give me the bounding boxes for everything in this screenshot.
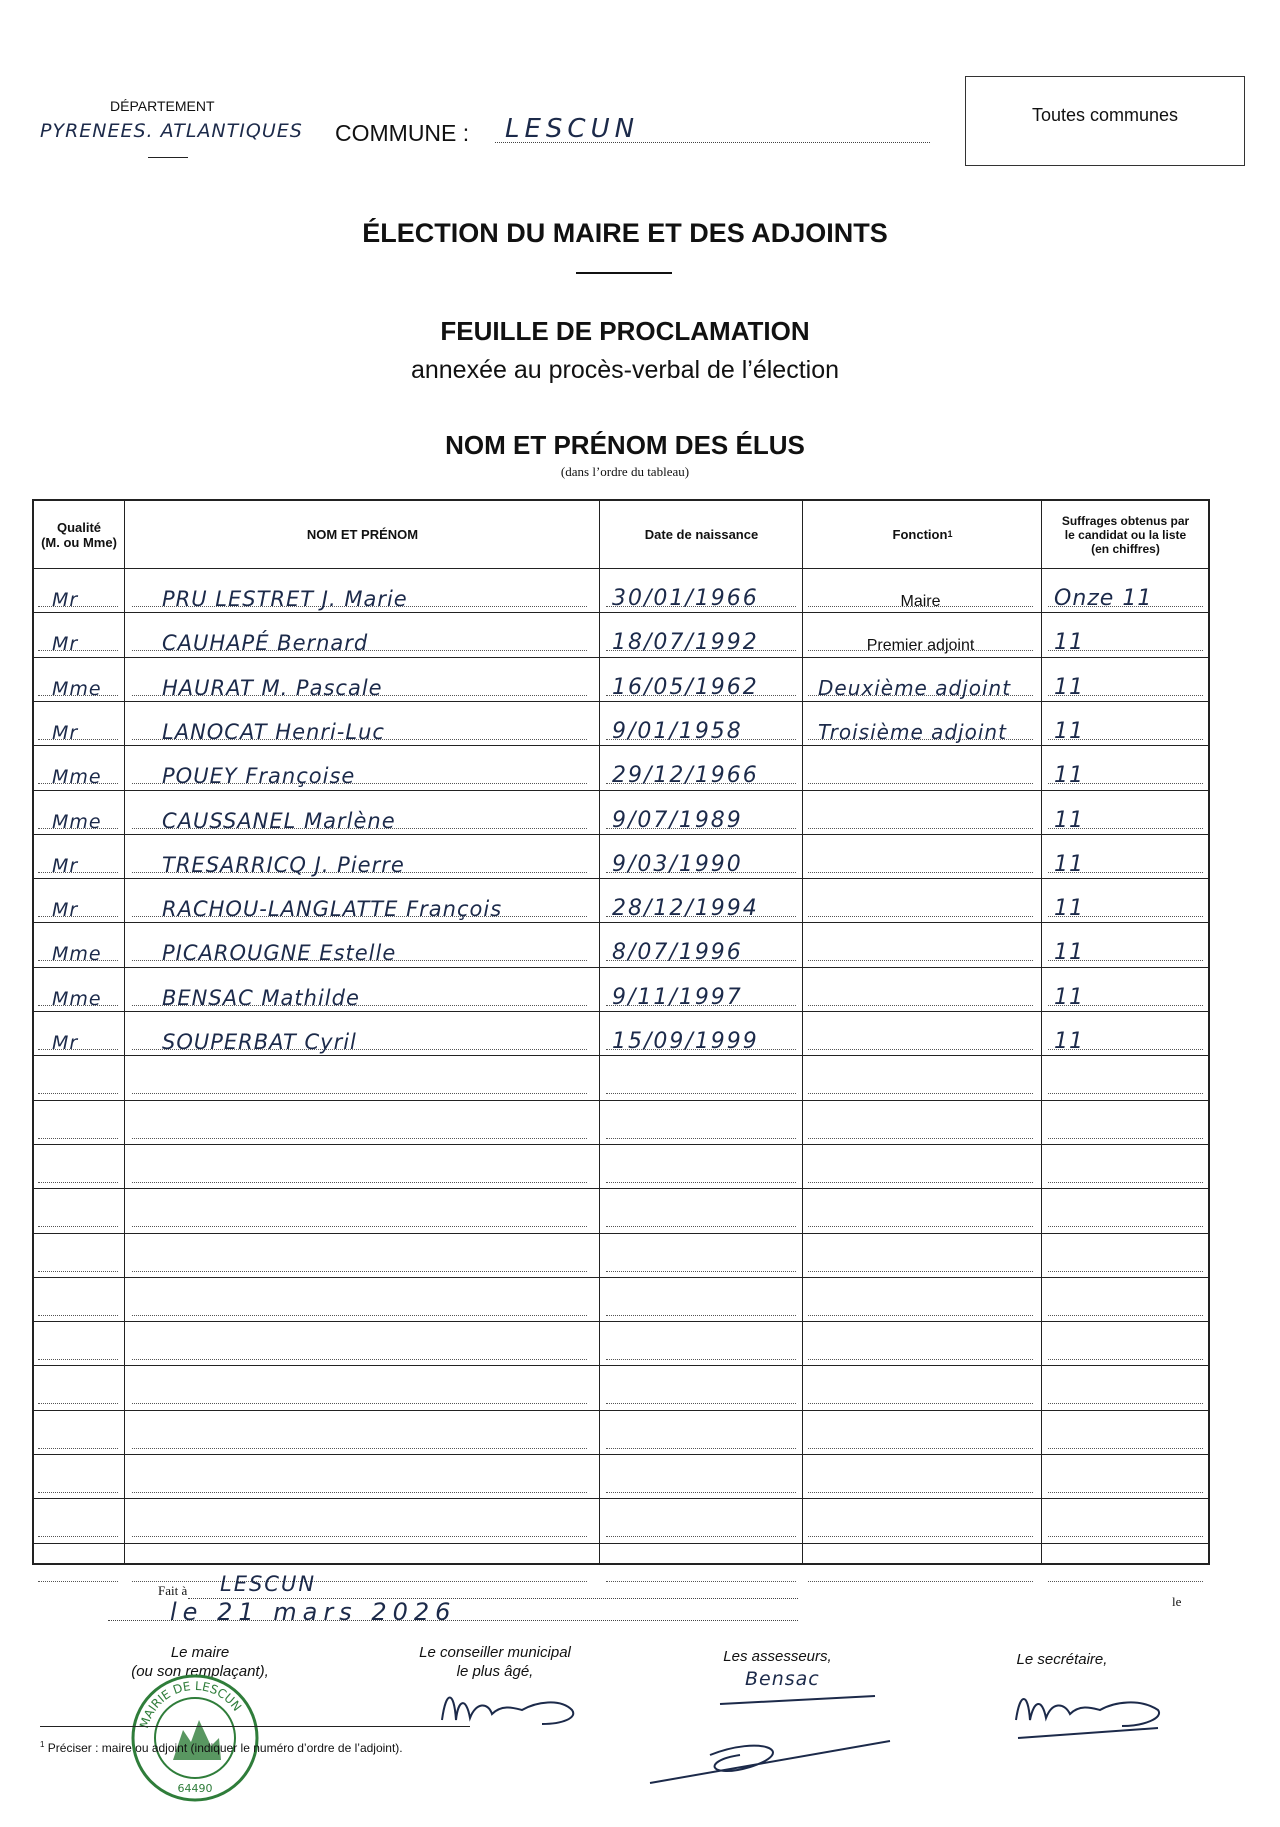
sheet-title: FEUILLE DE PROCLAMATION	[440, 316, 810, 346]
row-suffrages-cell	[1048, 1544, 1203, 1588]
row-fonction: Troisième adjoint	[818, 719, 1007, 744]
row-date: 29/12/1966	[612, 763, 759, 789]
row-nom: HAURAT M. Pascale	[162, 675, 383, 700]
header-date: Date de naissance	[644, 527, 759, 542]
dotted-line	[38, 1536, 118, 1537]
dotted-line	[1048, 1581, 1203, 1582]
row-suffrages-cell	[1048, 1499, 1203, 1543]
row-suffrages-cell	[1048, 1411, 1203, 1455]
row-fonction-cell	[808, 1499, 1033, 1543]
row-suffrages: Onze 11	[1054, 586, 1153, 611]
row-nom-cell	[132, 702, 587, 746]
dotted-line	[132, 1359, 587, 1360]
fait-date: le 21 mars 2026	[170, 1598, 457, 1626]
row-date-cell	[606, 613, 796, 657]
header-fonction	[804, 502, 1041, 567]
row-fonction: Premier adjoint	[866, 637, 975, 655]
row-qualite-cell	[38, 1189, 118, 1233]
row-qualite: Mr	[52, 854, 79, 877]
row-qualite-cell	[38, 613, 118, 657]
row-date-cell	[606, 1101, 796, 1145]
row-suffrages-cell	[1048, 879, 1203, 923]
dotted-line	[132, 1138, 587, 1139]
row-nom-cell	[132, 1499, 587, 1543]
row-date-cell	[606, 658, 796, 702]
row-date-cell	[606, 879, 796, 923]
row-date-cell	[606, 1234, 796, 1278]
dotted-line	[808, 1359, 1033, 1360]
row-qualite-cell	[38, 1234, 118, 1278]
row-suffrages-cell	[1048, 1012, 1203, 1056]
row-qualite: Mme	[52, 943, 102, 966]
row-fonction: Deuxième adjoint	[818, 675, 1012, 700]
row-suffrages-cell	[1048, 835, 1203, 879]
row-fonction-cell	[808, 1012, 1033, 1056]
conseiller-signature-icon	[432, 1680, 592, 1740]
footnote-text: Préciser : maire ou adjoint (indiquer le numéro d’ordre de l’adjoint).	[47, 1741, 403, 1755]
row-fonction-cell	[808, 658, 1033, 702]
row-date-cell	[606, 746, 796, 790]
dotted-line	[808, 960, 1033, 961]
row-nom-cell	[132, 1322, 587, 1366]
dotted-line	[808, 1138, 1033, 1139]
row-fonction-cell	[808, 1322, 1033, 1366]
row-nom-cell	[132, 1366, 587, 1410]
dotted-line	[808, 1536, 1033, 1537]
main-title: ÉLECTION DU MAIRE ET DES ADJOINTS	[362, 218, 888, 248]
row-nom-cell	[132, 613, 587, 657]
row-date: 16/05/1962	[612, 674, 759, 700]
row-nom-cell	[132, 1455, 587, 1499]
row-nom-cell	[132, 1278, 587, 1322]
col-divider	[124, 499, 125, 1565]
row-suffrages-cell	[1048, 613, 1203, 657]
dotted-line	[808, 1005, 1033, 1006]
row-fonction-cell	[808, 1189, 1033, 1233]
row-date: 15/09/1999	[612, 1029, 759, 1054]
mairie-seal-icon	[125, 1668, 265, 1808]
order-note: (dans l’ordre du tableau)	[560, 464, 690, 479]
col-divider	[599, 499, 600, 1565]
row-nom-cell	[132, 968, 587, 1012]
row-fonction-cell	[808, 879, 1033, 923]
row-suffrages-cell	[1048, 658, 1203, 702]
fait-label: Fait à	[158, 1583, 188, 1598]
row-nom-cell	[132, 835, 587, 879]
row-qualite-cell	[38, 968, 118, 1012]
header-fonction-label: Fonction	[892, 527, 948, 542]
dotted-line	[606, 1182, 796, 1183]
dotted-line	[808, 1581, 1033, 1582]
row-date-cell	[606, 835, 796, 879]
row-nom: PICAROUGNE Estelle	[162, 941, 397, 966]
row-nom-cell	[132, 1411, 587, 1455]
row-date-cell	[606, 1366, 796, 1410]
row-suffrages-cell	[1048, 1366, 1203, 1410]
row-nom: CAUSSANEL Marlène	[162, 808, 396, 833]
row-date-cell	[606, 1455, 796, 1499]
row-qualite: Mme	[52, 987, 102, 1010]
col-divider	[802, 499, 803, 1565]
assesseur-signature: Bensac	[745, 1668, 820, 1690]
row-suffrages-cell	[1048, 1234, 1203, 1278]
row-nom-cell	[132, 658, 587, 702]
row-suffrages-cell	[1048, 569, 1203, 613]
dotted-line	[1048, 1093, 1203, 1094]
dotted-line	[132, 1448, 587, 1449]
list-title: NOM ET PRÉNOM DES ÉLUS	[445, 430, 805, 460]
dotted-line	[606, 1492, 796, 1493]
dotted-line	[808, 1403, 1033, 1404]
row-date: 9/07/1989	[612, 807, 743, 833]
row-fonction-cell	[808, 702, 1033, 746]
row-nom-cell	[132, 746, 587, 790]
row-suffrages-cell	[1048, 923, 1203, 967]
le-label: le	[1172, 1594, 1182, 1609]
row-suffrages-cell	[1048, 1189, 1203, 1233]
row-fonction-cell	[808, 1366, 1033, 1410]
row-suffrages-cell	[1048, 1101, 1203, 1145]
row-nom: POUEY Françoise	[162, 764, 356, 789]
row-date: 9/11/1997	[612, 984, 743, 1010]
row-qualite-cell	[38, 879, 118, 923]
row-qualite-cell	[38, 1499, 118, 1543]
dotted-line	[606, 1271, 796, 1272]
dotted-line	[606, 1315, 796, 1316]
row-fonction-cell	[808, 1278, 1033, 1322]
toutes-communes-box	[965, 76, 1245, 166]
dotted-line	[808, 828, 1033, 829]
row-nom: PRU LESTRET J. Marie	[162, 587, 408, 611]
dotted-line	[1048, 1315, 1203, 1316]
row-fonction-cell	[808, 1145, 1033, 1189]
row-suffrages-cell	[1048, 1322, 1203, 1366]
row-date-cell	[606, 923, 796, 967]
row-suffrages: 11	[1054, 940, 1084, 966]
row-date: 9/03/1990	[612, 851, 743, 877]
row-qualite: Mr	[52, 1032, 79, 1054]
header-fonction-note: 1	[947, 529, 953, 539]
row-date: 18/07/1992	[612, 630, 759, 656]
dotted-line	[808, 1448, 1033, 1449]
dotted-line	[1048, 1138, 1203, 1139]
row-suffrages-cell	[1048, 791, 1203, 835]
row-nom: BENSAC Mathilde	[162, 985, 360, 1010]
row-qualite-cell	[38, 1056, 118, 1100]
row-date-cell	[606, 569, 796, 613]
row-nom: TRESARRICQ J. Pierre	[162, 852, 405, 877]
row-suffrages: 11	[1054, 984, 1084, 1010]
row-date-cell	[606, 1056, 796, 1100]
commune-label: COMMUNE :	[335, 120, 470, 146]
dotted-line	[606, 1448, 796, 1449]
dotted-line	[1048, 1271, 1203, 1272]
secretaire-signature-icon	[1008, 1680, 1173, 1742]
dotted-line	[606, 1359, 796, 1360]
maire-signature-title: Le maire (ou son remplaçant),	[131, 1644, 269, 1680]
row-qualite: Mr	[52, 721, 79, 744]
footnote-mark: 1	[40, 1740, 45, 1749]
row-qualite-cell	[38, 1322, 118, 1366]
row-qualite: Mr	[52, 633, 79, 656]
row-qualite-cell	[38, 702, 118, 746]
row-fonction-cell	[808, 1056, 1033, 1100]
dotted-line	[132, 1093, 587, 1094]
row-date: 8/07/1996	[612, 940, 743, 966]
dotted-line	[1048, 1403, 1203, 1404]
fait-dotted-line-2	[108, 1620, 798, 1621]
row-fonction-cell	[808, 791, 1033, 835]
title-rule	[576, 272, 672, 274]
row-fonction-cell	[808, 1455, 1033, 1499]
row-qualite-cell	[38, 835, 118, 879]
footnote	[40, 1740, 403, 1755]
toutes-communes-label: Toutes communes	[1031, 104, 1179, 125]
row-qualite-cell	[38, 1278, 118, 1322]
dotted-line	[38, 1093, 118, 1094]
row-suffrages: 11	[1054, 851, 1084, 877]
dotted-line	[808, 1182, 1033, 1183]
dotted-line	[808, 783, 1033, 784]
dotted-line	[606, 1581, 796, 1582]
dotted-line	[132, 1536, 587, 1537]
assesseurs-signature-title: Les assesseurs,	[723, 1648, 832, 1665]
row-date-cell	[606, 1411, 796, 1455]
row-suffrages-cell	[1048, 1455, 1203, 1499]
dotted-line	[132, 1581, 587, 1582]
dotted-line	[808, 916, 1033, 917]
row-nom: LANOCAT Henri-Luc	[162, 719, 385, 744]
row-qualite-cell	[38, 923, 118, 967]
commune-value: LESCUN	[505, 114, 640, 144]
row-date: 28/12/1994	[612, 896, 759, 922]
secretaire-signature-title: Le secrétaire,	[1016, 1651, 1108, 1668]
row-suffrages: 11	[1054, 1029, 1084, 1054]
row-suffrages: 11	[1054, 630, 1084, 656]
row-date-cell	[606, 1322, 796, 1366]
departement-value: PYRENEES. ATLANTIQUES	[40, 120, 303, 142]
row-nom-cell	[132, 1056, 587, 1100]
row-nom: RACHOU-LANGLATTE François	[162, 897, 503, 922]
row-suffrages-cell	[1048, 746, 1203, 790]
dotted-line	[606, 1536, 796, 1537]
row-suffrages-cell	[1048, 1056, 1203, 1100]
footnote-rule	[40, 1726, 470, 1727]
dotted-line	[132, 1271, 587, 1272]
dotted-line	[38, 1359, 118, 1360]
row-qualite-cell	[38, 1366, 118, 1410]
row-date-cell	[606, 702, 796, 746]
dotted-line	[808, 1226, 1033, 1227]
row-nom: CAUHAPÉ Bernard	[162, 631, 369, 656]
row-qualite-cell	[38, 791, 118, 835]
conseiller-signature-title: Le conseiller municipal le plus âgé,	[419, 1644, 571, 1680]
seal-code: 64490	[177, 1782, 213, 1795]
row-suffrages: 11	[1054, 807, 1084, 833]
row-date-cell	[606, 1012, 796, 1056]
row-date-cell	[606, 968, 796, 1012]
row-fonction-cell	[808, 746, 1033, 790]
dotted-line	[38, 1403, 118, 1404]
row-qualite-cell	[38, 1145, 118, 1189]
row-fonction-cell	[808, 835, 1033, 879]
row-fonction-cell	[808, 923, 1033, 967]
dotted-line	[1048, 1492, 1203, 1493]
departement-underline	[148, 157, 188, 158]
row-date-cell	[606, 1145, 796, 1189]
dotted-line	[1048, 1226, 1203, 1227]
row-date-cell	[606, 1189, 796, 1233]
row-nom-cell	[132, 569, 587, 613]
row-suffrages-cell	[1048, 1278, 1203, 1322]
row-qualite: Mr	[52, 589, 79, 611]
departement-label: DÉPARTEMENT	[110, 98, 215, 114]
row-qualite-cell	[38, 1101, 118, 1145]
dotted-line	[606, 1138, 796, 1139]
row-nom: SOUPERBAT Cyril	[162, 1030, 357, 1054]
annex-subtitle: annexée au procès-verbal de l’élection	[410, 356, 840, 384]
dotted-line	[132, 1226, 587, 1227]
dotted-line	[38, 1138, 118, 1139]
row-nom-cell	[132, 1234, 587, 1278]
row-suffrages: 11	[1054, 718, 1084, 744]
row-suffrages-cell	[1048, 702, 1203, 746]
row-qualite-cell	[38, 1544, 118, 1588]
row-fonction-cell	[808, 1234, 1033, 1278]
row-nom-cell	[132, 1012, 587, 1056]
dotted-line	[1048, 1359, 1203, 1360]
row-nom-cell	[132, 791, 587, 835]
header-qualite: Qualité (M. ou Mme)	[41, 519, 117, 550]
row-fonction-cell	[808, 613, 1033, 657]
dotted-line	[1048, 1536, 1203, 1537]
dotted-line	[132, 1403, 587, 1404]
col-divider	[1041, 499, 1042, 1565]
row-suffrages-cell	[1048, 968, 1203, 1012]
row-date: 9/01/1958	[612, 718, 743, 744]
dotted-line	[808, 1492, 1033, 1493]
assesseur-signature-2-icon	[640, 1715, 900, 1790]
dotted-line	[38, 1492, 118, 1493]
seal-text: MAIRIE DE LESCUN	[137, 1678, 245, 1730]
dotted-line	[606, 1226, 796, 1227]
row-fonction-cell	[808, 1411, 1033, 1455]
row-date: 30/01/1966	[612, 586, 759, 611]
dotted-line	[132, 1492, 587, 1493]
row-qualite-cell	[38, 658, 118, 702]
dotted-line	[38, 1182, 118, 1183]
row-qualite: Mme	[52, 766, 102, 789]
dotted-line	[808, 1093, 1033, 1094]
row-nom-cell	[132, 1544, 587, 1588]
header-nom: NOM ET PRÉNOM	[306, 527, 419, 542]
row-fonction-cell	[808, 1544, 1033, 1588]
dotted-line	[132, 1315, 587, 1316]
row-date-cell	[606, 1544, 796, 1588]
dotted-line	[808, 872, 1033, 873]
fait-place: LESCUN	[220, 1572, 317, 1596]
row-suffrages-cell	[1048, 1145, 1203, 1189]
row-fonction: Maire	[900, 593, 941, 610]
row-qualite-cell	[38, 569, 118, 613]
row-qualite-cell	[38, 1012, 118, 1056]
dotted-line	[1048, 1182, 1203, 1183]
row-fonction-cell	[808, 968, 1033, 1012]
row-qualite: Mme	[52, 810, 102, 833]
row-date-cell	[606, 1499, 796, 1543]
dotted-line	[38, 1271, 118, 1272]
dotted-line	[808, 1049, 1033, 1050]
dotted-line	[1048, 1448, 1203, 1449]
dotted-line	[38, 1226, 118, 1227]
row-fonction-cell	[808, 1101, 1033, 1145]
row-date-cell	[606, 791, 796, 835]
dotted-line	[38, 1315, 118, 1316]
dotted-line	[808, 1271, 1033, 1272]
row-nom-cell	[132, 1189, 587, 1233]
row-qualite: Mme	[52, 677, 102, 700]
dotted-line	[606, 1403, 796, 1404]
row-qualite-cell	[38, 1455, 118, 1499]
row-suffrages: 11	[1054, 674, 1084, 700]
row-nom-cell	[132, 879, 587, 923]
dotted-line	[132, 1182, 587, 1183]
header-suffrages: Suffrages obtenus par le candidat ou la liste (en chiffres)	[1061, 513, 1190, 556]
row-fonction-cell	[808, 569, 1033, 613]
row-nom-cell	[132, 1101, 587, 1145]
dotted-line	[38, 1581, 118, 1582]
dotted-line	[808, 1315, 1033, 1316]
row-nom-cell	[132, 923, 587, 967]
row-date-cell	[606, 1278, 796, 1322]
row-qualite-cell	[38, 746, 118, 790]
dotted-line	[606, 1093, 796, 1094]
row-suffrages: 11	[1054, 763, 1084, 789]
row-nom-cell	[132, 1145, 587, 1189]
row-qualite: Mr	[52, 899, 79, 922]
row-suffrages: 11	[1054, 896, 1084, 922]
dotted-line	[38, 1448, 118, 1449]
row-qualite-cell	[38, 1411, 118, 1455]
